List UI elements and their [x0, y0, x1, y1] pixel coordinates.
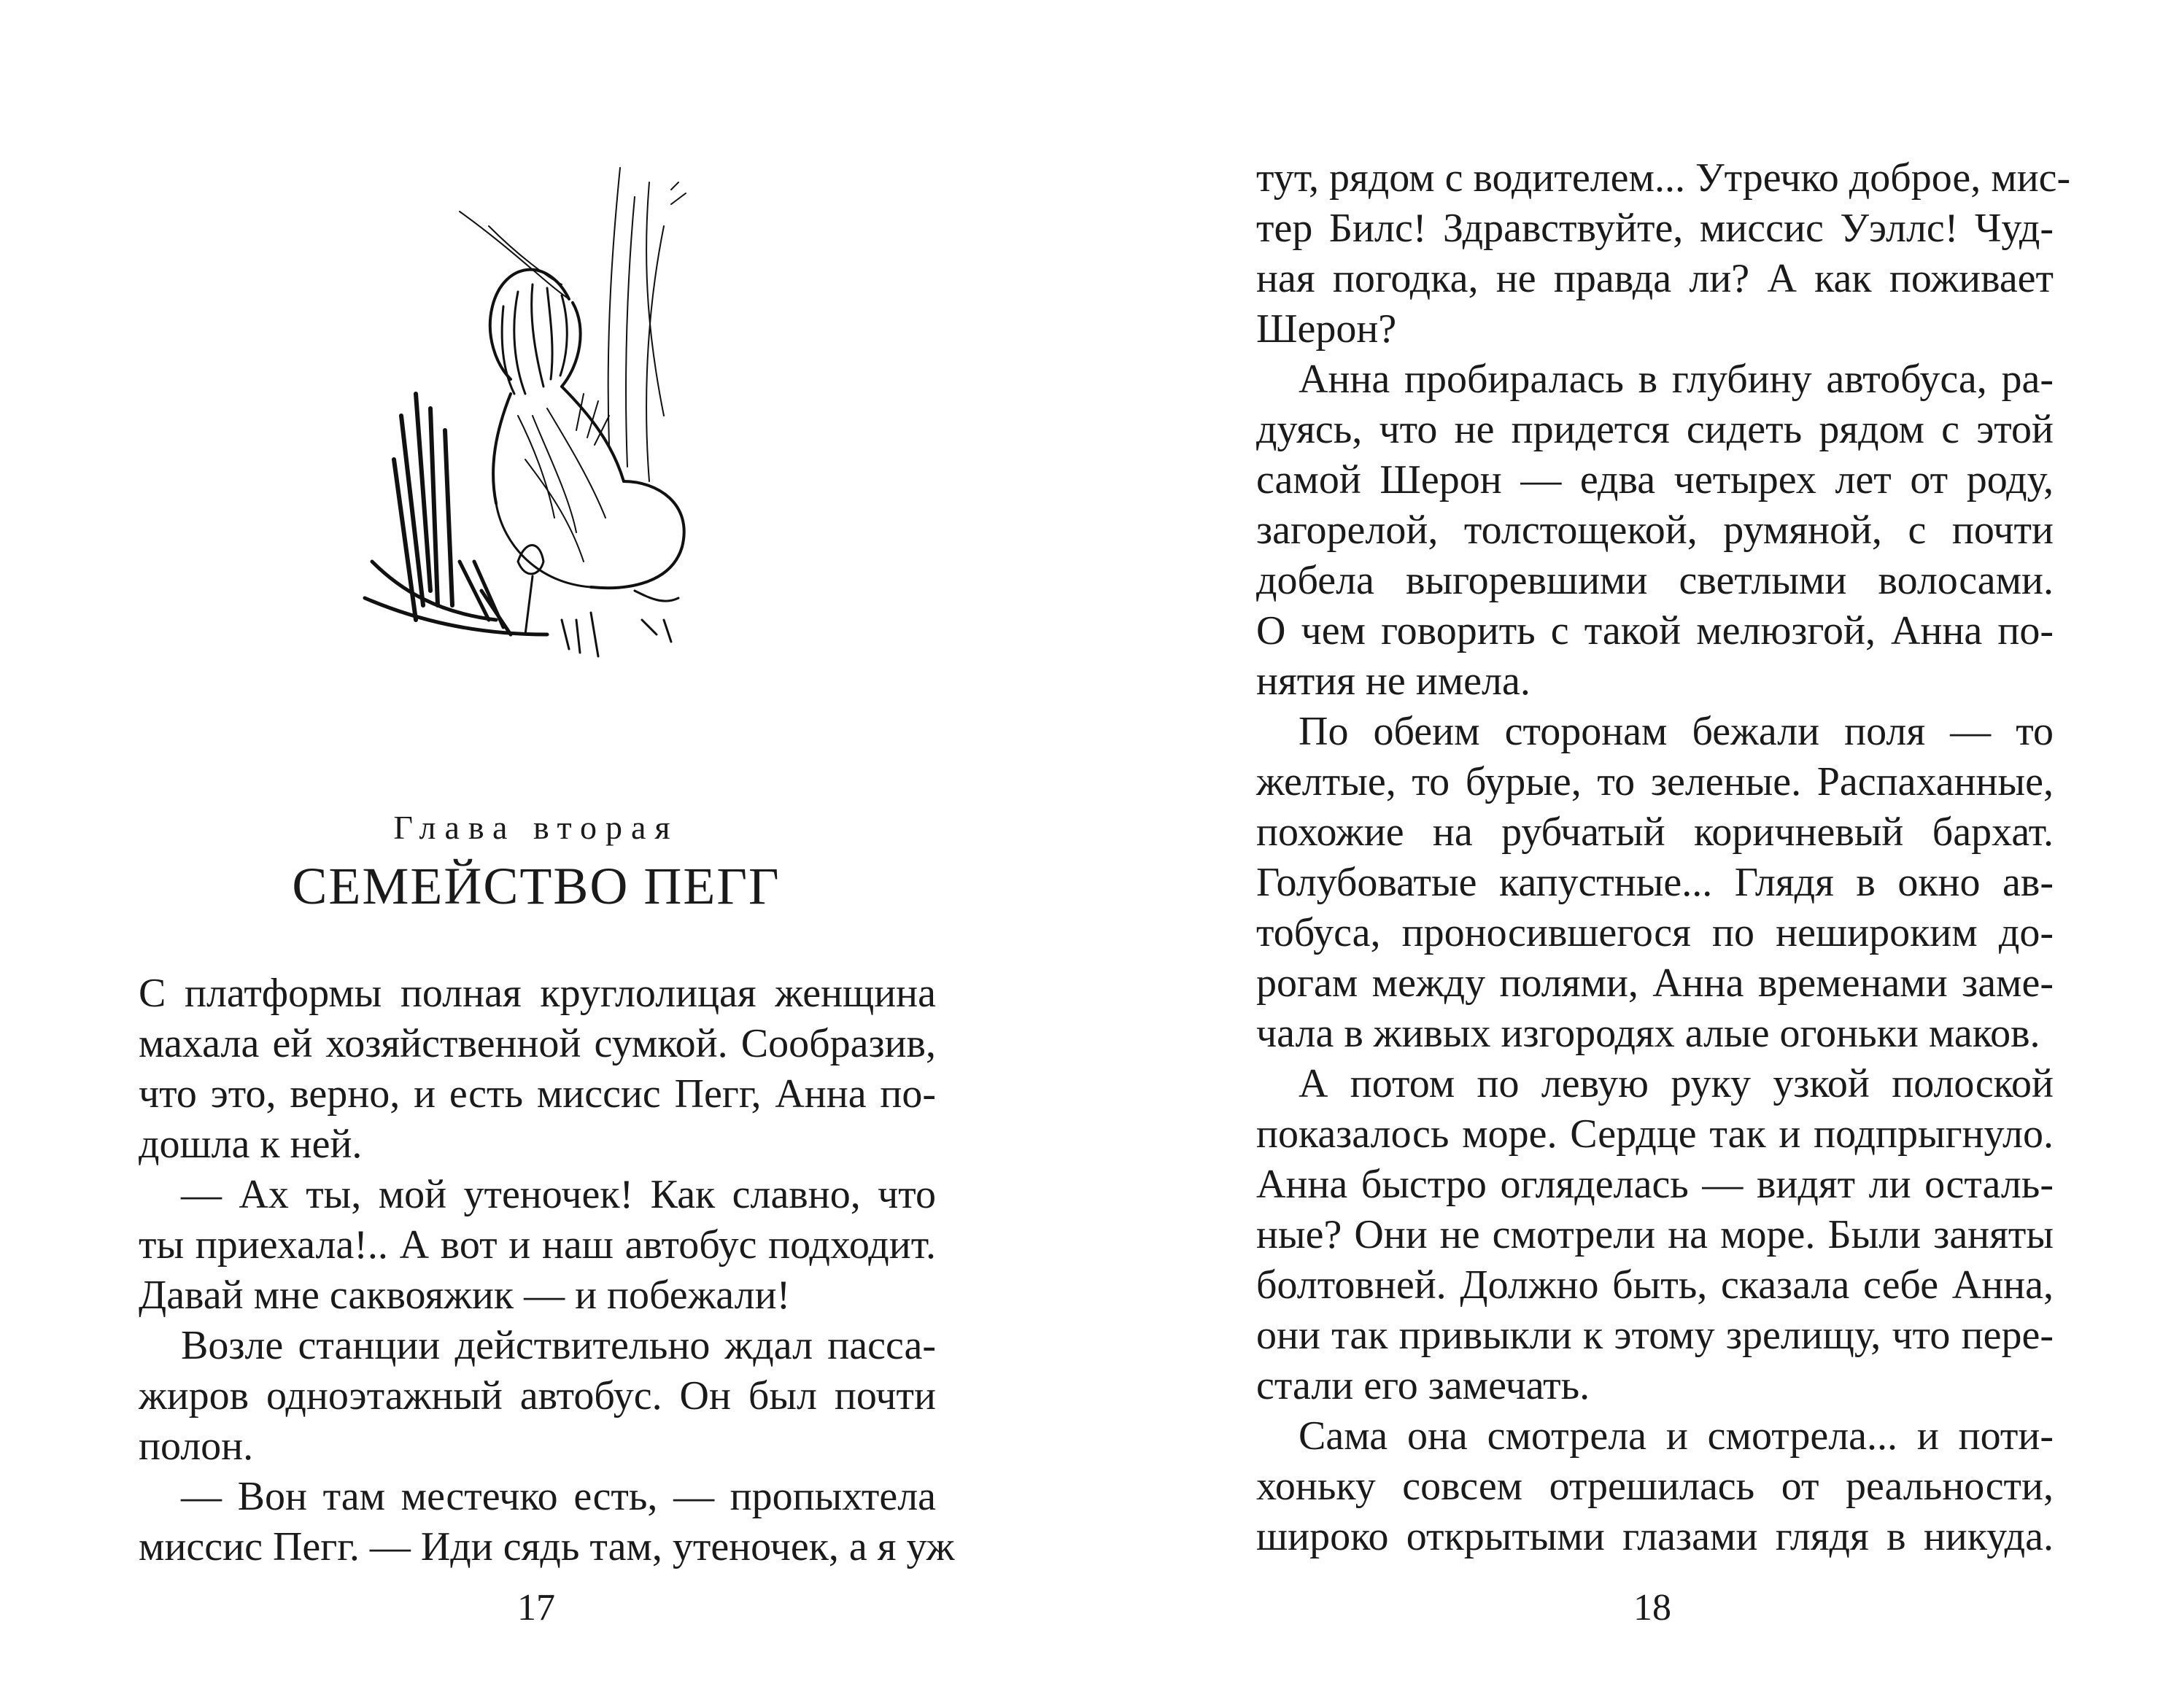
text-line: дошла к ней. — [139, 1122, 363, 1167]
paragraph — [1256, 153, 2071, 354]
text-line: желтые, то бурые, то зеленые. Распаханные, — [1256, 759, 2054, 804]
text-line: болтовней. Должно быть, сказала себе Анна, — [1256, 1262, 2054, 1308]
text-line: — Ах ты, мой утеночек! Как славно, что — [181, 1172, 936, 1217]
text-line: они так привыкли к этому зрелищу, что пере- — [1256, 1313, 2054, 1358]
text-line: стали его замечать. — [1256, 1363, 1590, 1408]
text-line: О чем говорить с такой мелюзгой, Анна по- — [1256, 608, 2054, 653]
text-line: широко открытыми глазами глядя в никуда. — [1256, 1514, 2054, 1559]
paragraph — [139, 1472, 955, 1572]
paragraph — [139, 1321, 936, 1472]
page-number: 18 — [1633, 1587, 1671, 1629]
page-number: 17 — [517, 1587, 555, 1629]
paragraph — [1256, 707, 2054, 1059]
text-line: тобуса, проносившегося по нешироким до- — [1256, 910, 2054, 955]
text-line: ты приехала!.. А вот и наш автобус подходит. — [139, 1222, 936, 1268]
girl-in-grass-illustration — [328, 153, 708, 737]
text-line: миссис Пегг. — Иди сядь там, утеночек, а я уж — [139, 1524, 955, 1569]
text-line: чала в живых изгородях алые огоньки маков. — [1256, 1011, 2040, 1056]
text-line: Давай мне саквояжик — и побежали! — [139, 1273, 791, 1318]
text-line: добела выгоревшими светлыми волосами. — [1256, 558, 2054, 603]
text-line: хоньку совсем отрешилась от реальности, — [1256, 1464, 2054, 1509]
text-line: По обеим сторонам бежали поля — то — [1299, 709, 2054, 754]
chapter-label: Глава вторая — [393, 809, 679, 846]
text-line: Шерон? — [1256, 306, 1397, 352]
text-line: ная погодка, не правда ли? А как поживает — [1256, 256, 2054, 301]
text-line: самой Шерон — едва четырех лет от роду, — [1256, 457, 2054, 502]
text-line: показалось море. Сердце так и подпрыгнуло. — [1256, 1111, 2054, 1157]
paragraph — [1256, 354, 2054, 707]
text-line: рогам между полями, Анна временами заме- — [1256, 960, 2054, 1006]
paragraph — [1256, 1411, 2054, 1562]
text-line: махала ей хозяйственной сумкой. Сообразив, — [139, 1021, 936, 1066]
paragraph — [1256, 1059, 2054, 1411]
text-line: Возле станции действительно ждал пасса- — [181, 1323, 936, 1368]
text-line: дуясь, что не придется сидеть рядом с этой — [1256, 407, 2054, 452]
text-line: Анна быстро огляделась — видят ли осталь- — [1256, 1162, 2054, 1207]
text-line: похожие на рубчатый коричневый бархат. — [1256, 810, 2054, 855]
text-line: С платформы полная круглолицая женщина — [139, 971, 936, 1016]
right-page — [1086, 0, 2171, 1708]
text-line: Голубоватые капустные... Глядя в окно ав- — [1256, 860, 2054, 905]
text-line: тер Билс! Здравствуйте, миссис Уэллс! Чуд- — [1256, 206, 2054, 251]
text-line: что это, верно, и есть миссис Пегг, Анна по- — [139, 1071, 936, 1117]
text-line: — Вон там местечко есть, — пропыхтела — [181, 1474, 936, 1519]
text-line: полон. — [139, 1424, 254, 1469]
text-line: А потом по левую руку узкой полоской — [1299, 1061, 2054, 1106]
chapter-title: СЕМЕЙСТВО ПЕГГ — [292, 857, 781, 915]
text-line: Анна пробиралась в глубину автобуса, ра- — [1299, 357, 2054, 402]
text-line: тут, рядом с водителем... Утречко доброе, мис- — [1256, 155, 2071, 201]
paragraph — [139, 968, 936, 1170]
text-line: жиров одноэтажный автобус. Он был почти — [139, 1373, 936, 1418]
text-line: ные? Они не смотрели на море. Были заняты — [1256, 1212, 2054, 1257]
text-line: нятия не имела. — [1256, 659, 1530, 704]
text-line: Сама она смотрела и смотрела... и поти- — [1299, 1413, 2054, 1459]
text-line: загорелой, толстощекой, румяной, с почти — [1256, 508, 2054, 553]
paragraph — [139, 1170, 936, 1321]
